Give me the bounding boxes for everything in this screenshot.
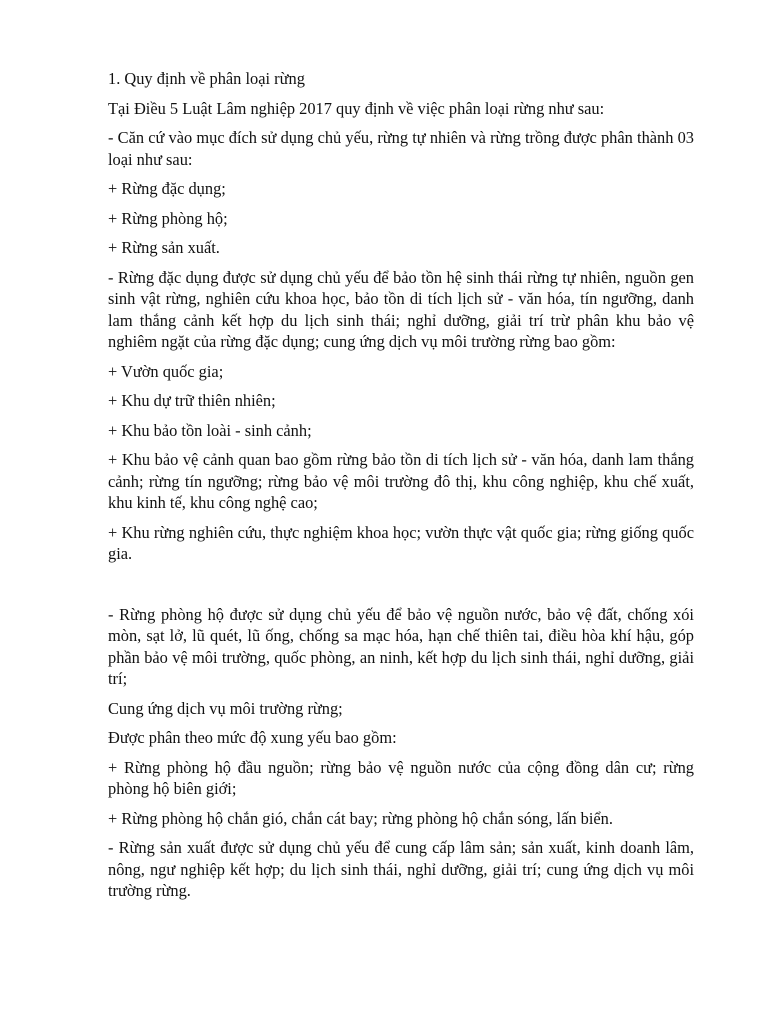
paragraph-classification: - Căn cứ vào mục đích sử dụng chủ yếu, rừng tự nhiên và rừng trồng được phân thành 03 loại như sau: bbox=[108, 128, 694, 169]
list-item-watershed-forest: + Rừng phòng hộ đầu nguồn; rừng bảo vệ nguồn nước của cộng đồng dân cư; rừng phòng hộ biên giới; bbox=[108, 757, 694, 798]
list-item-production-forest: + Rừng sản xuất. bbox=[108, 238, 220, 257]
paragraph-environment-services: Cung ứng dịch vụ môi trường rừng; bbox=[108, 698, 343, 718]
paragraph-spacer bbox=[108, 573, 694, 604]
list-item-landscape-protection: + Khu bảo vệ cảnh quan bao gồm rừng bảo tồn di tích lịch sử - văn hóa, danh lam thắng cảnh; rừng tín ngưỡng; rừng bảo vệ môi trường đô thị, khu công nghiệp, khu chế xuất, khu kinh tế, khu công nghệ cao; bbox=[108, 450, 694, 512]
paragraph-intro: Tại Điều 5 Luật Lâm nghiệp 2017 quy định về việc phân loại rừng như sau: bbox=[108, 98, 605, 118]
paragraph-special-use-forest: - Rừng đặc dụng được sử dụng chủ yếu để bảo tồn hệ sinh thái rừng tự nhiên, nguồn gen sinh vật rừng, nghiên cứu khoa học, bảo tồn di tích lịch sử - văn hóa, tín ngưỡng, danh lam thắng cảnh kết hợp du lịch sinh thái; nghỉ dưỡng, giải trí trừ phân khu bảo vệ nghiêm ngặt của rừng đặc dụng; cung ứng dịch vụ môi trường rừng bao gồm: bbox=[108, 267, 694, 351]
list-item-windbreak-forest: + Rừng phòng hộ chắn gió, chắn cát bay; rừng phòng hộ chắn sóng, lấn biển. bbox=[108, 808, 613, 828]
list-item-national-park: + Vườn quốc gia; bbox=[108, 361, 224, 381]
paragraph-protection-forest: - Rừng phòng hộ được sử dụng chủ yếu để bảo vệ nguồn nước, bảo vệ đất, chống xói mòn, sạt lở, lũ quét, lũ ống, chống sa mạc hóa, hạn chế thiên tai, điều hòa khí hậu, góp phần bảo vệ môi trường, quốc phòng, an ninh, kết hợp du lịch sinh thái, nghỉ dưỡng, giải trí; bbox=[108, 604, 694, 688]
list-item-nature-reserve: + Khu dự trữ thiên nhiên; bbox=[108, 391, 276, 410]
list-item-research-forest: + Khu rừng nghiên cứu, thực nghiệm khoa học; vườn thực vật quốc gia; rừng giống quốc gia. bbox=[108, 522, 694, 563]
document-page bbox=[108, 68, 694, 910]
list-item-protection-forest: + Rừng phòng hộ; bbox=[108, 208, 228, 228]
paragraph-production-forest: - Rừng sản xuất được sử dụng chủ yếu để cung cấp lâm sản; sản xuất, kinh doanh lâm, nông, ngư nghiệp kết hợp; du lịch sinh thái, nghỉ dưỡng, giải trí; cung ứng dịch vụ môi trường rừng. bbox=[108, 838, 694, 900]
list-item-special-use-forest: + Rừng đặc dụng; bbox=[108, 179, 226, 198]
section-heading: 1. Quy định về phân loại rừng bbox=[108, 69, 305, 88]
list-item-species-habitat: + Khu bảo tồn loài - sinh cảnh; bbox=[108, 420, 312, 440]
paragraph-criticality: Được phân theo mức độ xung yếu bao gồm: bbox=[108, 728, 397, 747]
